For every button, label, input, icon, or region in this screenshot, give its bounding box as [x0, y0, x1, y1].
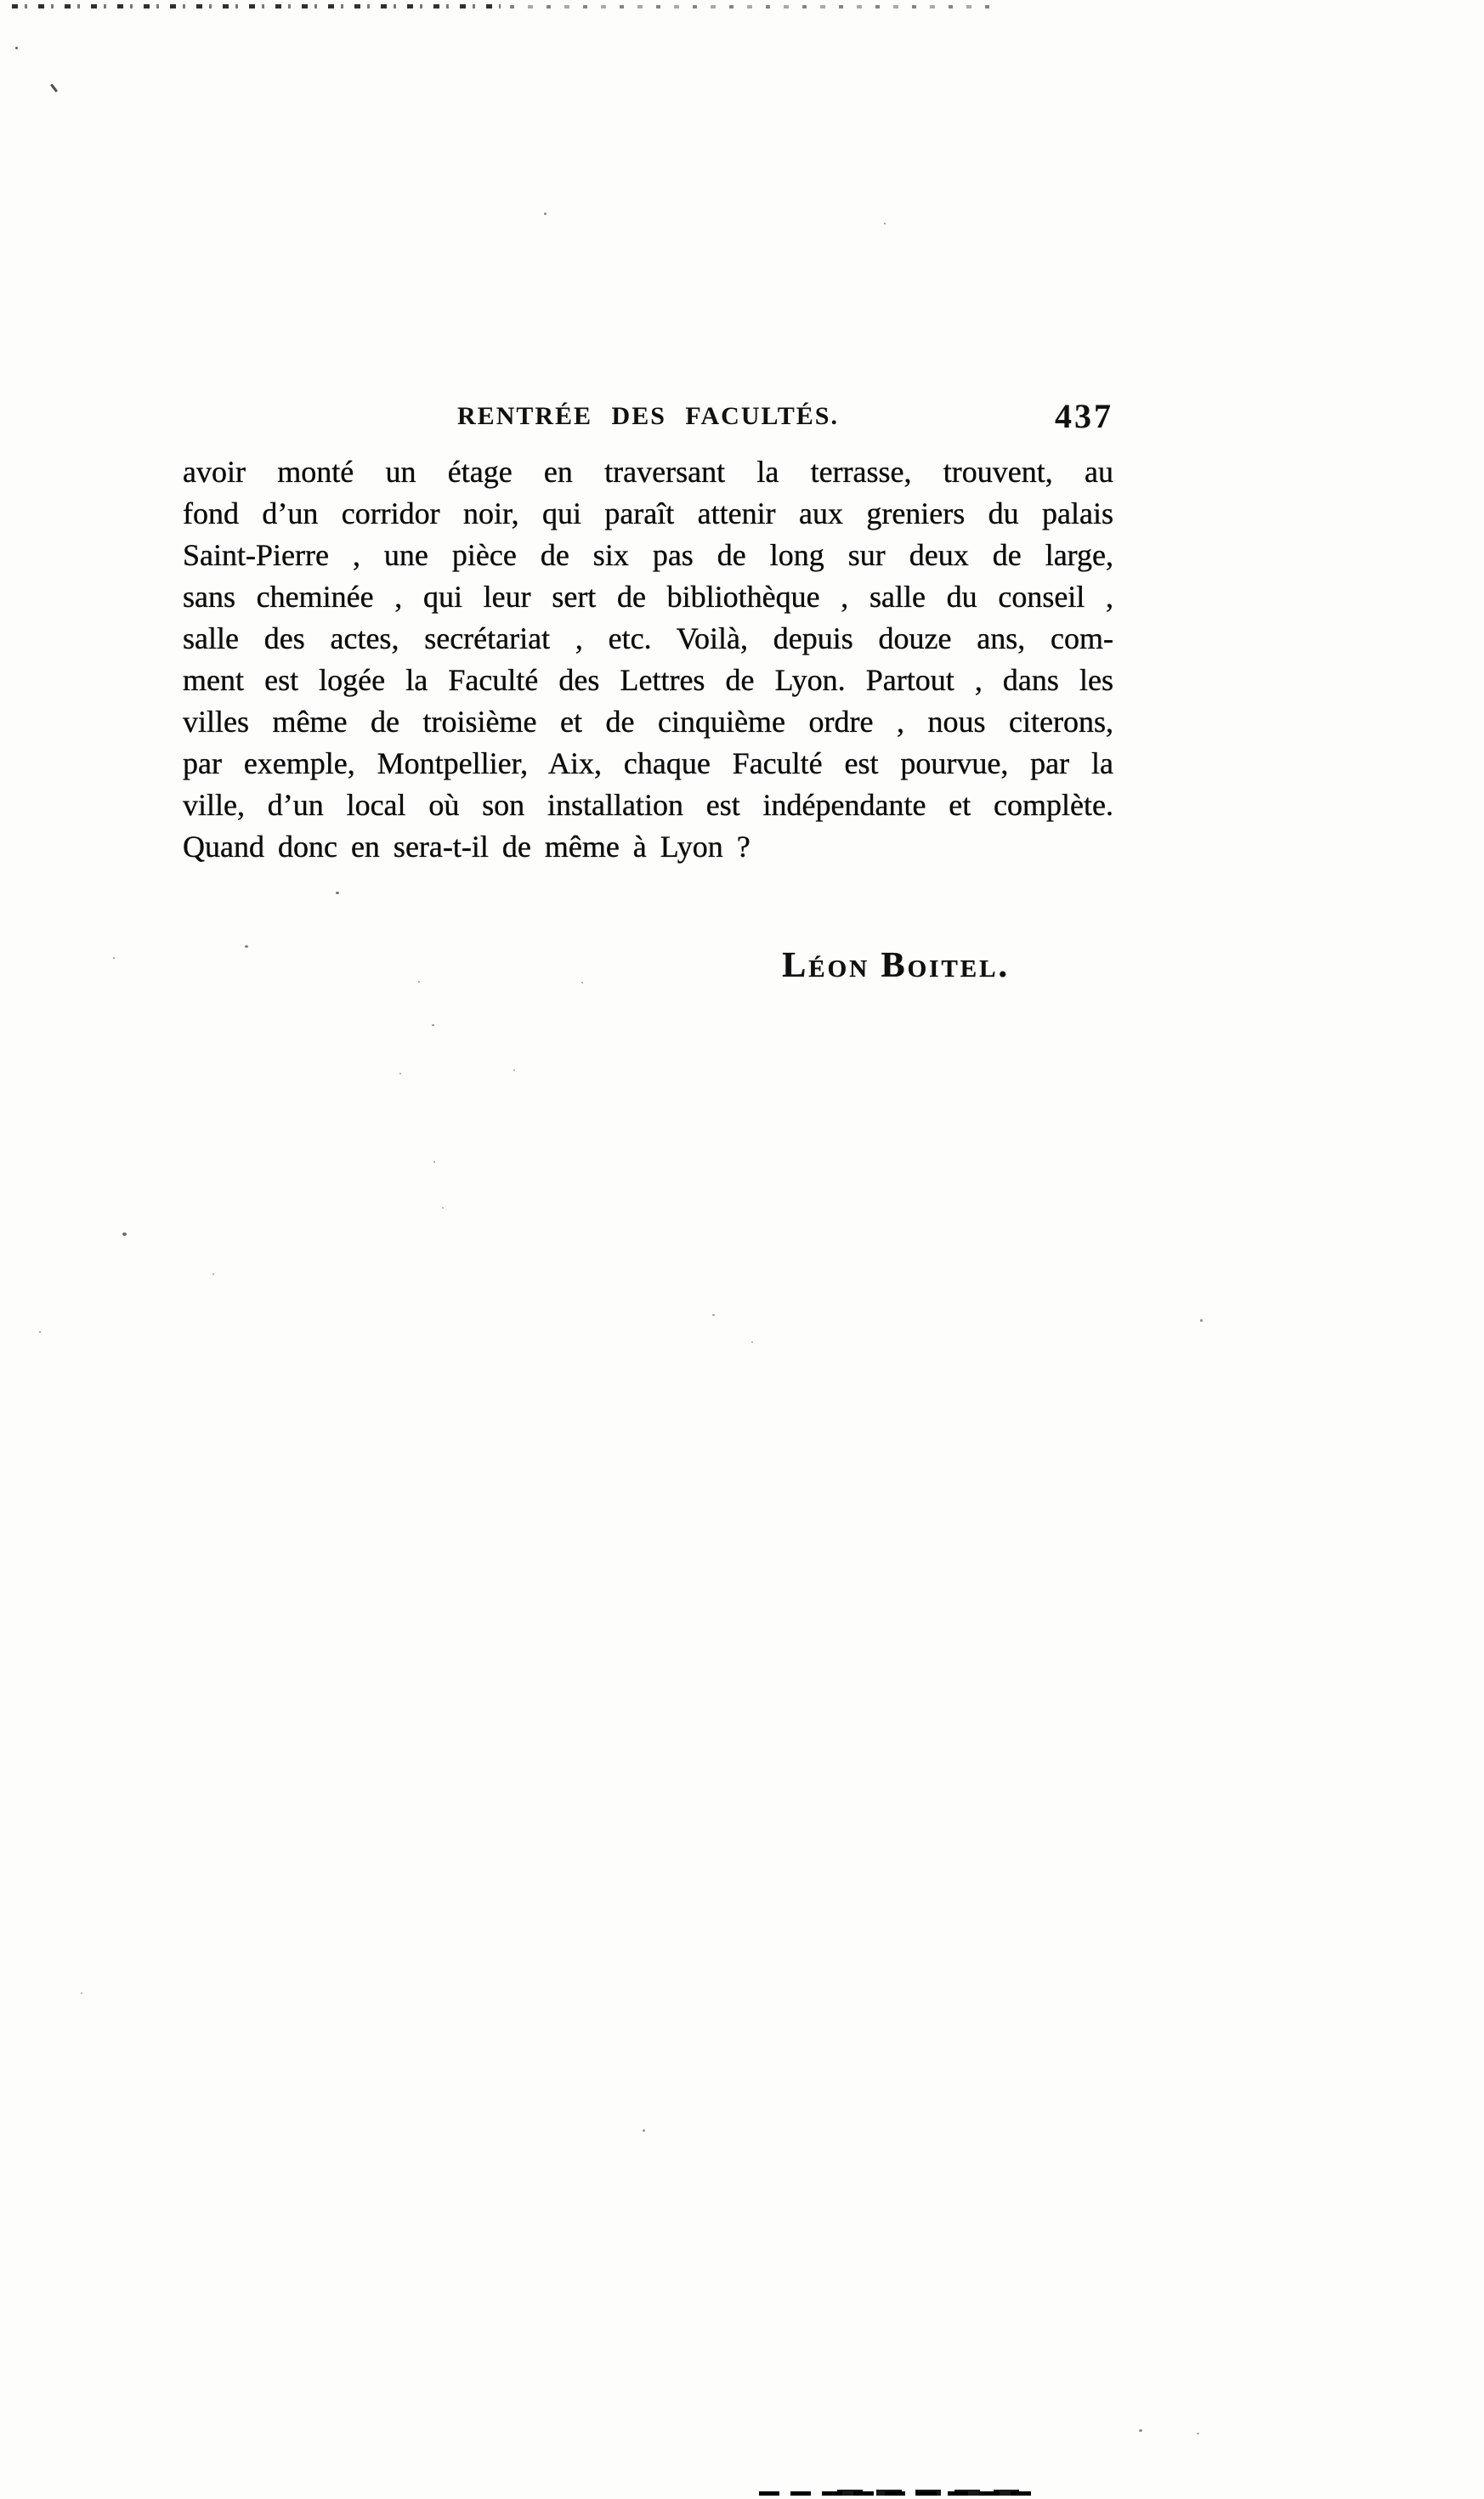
scan-speck [122, 1232, 127, 1236]
body-line: Saint-Pierre , une pièce de six pas de long sur deux de large, [183, 538, 1113, 572]
scan-speck [418, 981, 420, 983]
scan-speck [544, 212, 547, 215]
scan-edge-noise-bottom-2 [837, 2490, 1020, 2496]
body-line: salle des actes, secrétariat , etc. Voilà, depuis douze ans, com- [183, 621, 1113, 655]
scan-speck [50, 83, 58, 93]
scan-speck [442, 1207, 444, 1209]
scan-speck [1197, 2433, 1199, 2434]
scan-speck [581, 982, 583, 983]
scan-speck [212, 1273, 214, 1275]
scan-edge-noise-top-2 [510, 5, 990, 8]
body-line: villes même de troisième et de cinquième ordre , nous citerons, [183, 705, 1113, 739]
body-line: Quand donc en sera-t-il de même à Lyon ? [183, 830, 750, 864]
body-line: sans cheminée , qui leur sert de bibliothèque , salle du conseil , [183, 580, 1113, 614]
scan-speck [245, 945, 248, 948]
page-number: 437 [1055, 397, 1113, 435]
scan-speck [81, 1992, 82, 1994]
body-line: avoir monté un étage en traversant la terrasse, trouvent, au [183, 455, 1113, 489]
scan-speck [712, 1314, 715, 1316]
scan-speck [643, 2129, 645, 2132]
author-signature: Léon Boitel. [782, 946, 1010, 985]
scan-speck [336, 892, 339, 894]
scan-edge-noise-top [12, 4, 501, 8]
text-block [183, 451, 1113, 868]
header-title: RENTRÉE DES FACULTÉS. [457, 402, 839, 430]
scan-speck [884, 223, 886, 224]
scan-speck [432, 1024, 434, 1026]
scan-speck [1139, 2429, 1142, 2432]
scan-speck [751, 1341, 753, 1343]
scan-speck [39, 1331, 41, 1333]
scan-speck [399, 1073, 401, 1074]
body-line: fond d’un corridor noir, qui paraît attenir aux greniers du palais [183, 496, 1113, 530]
scan-speck [113, 957, 115, 959]
body-line: ment est logée la Faculté des Lettres de Lyon. Partout , dans les [183, 663, 1113, 697]
body-line: par exemple, Montpellier, Aix, chaque Faculté est pourvue, par la [183, 746, 1113, 780]
scan-speck [15, 47, 18, 49]
running-header [183, 396, 1113, 435]
scan-speck [433, 1161, 435, 1163]
scan-speck [1200, 1319, 1203, 1322]
scan-speck [513, 1069, 515, 1071]
body-line: ville, d’un local où son installation est indépendante et complète. [183, 788, 1113, 822]
